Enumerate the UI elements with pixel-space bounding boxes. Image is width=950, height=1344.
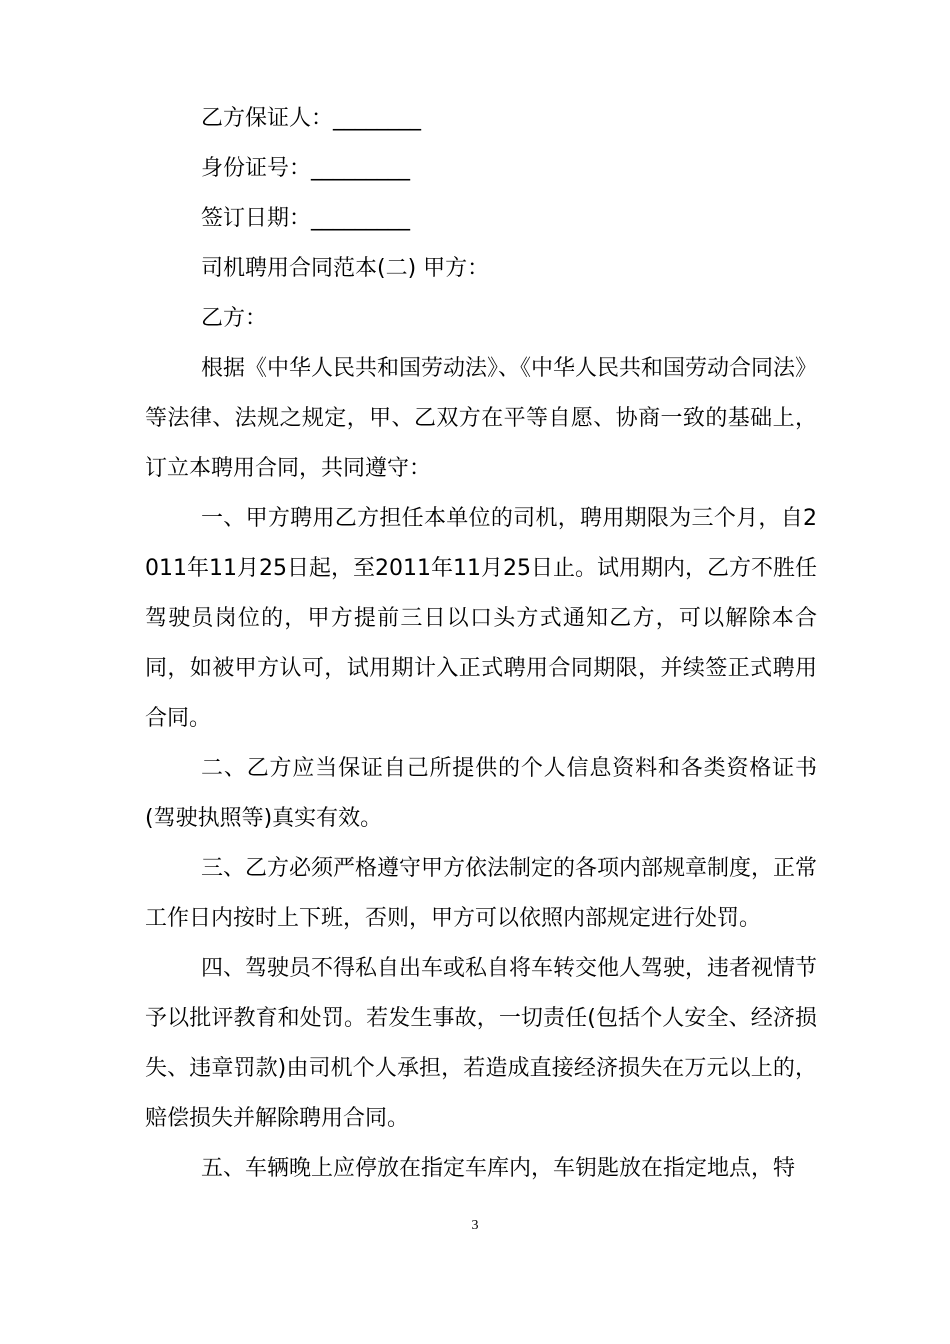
id-number-field: 身份证号：_________ (201, 156, 411, 181)
document-body (145, 94, 817, 1194)
guarantor-field: 乙方保证人：________ (201, 106, 422, 131)
clause-4-paragraph: 四、驾驶员不得私自出车或私自将车转交他人驾驶，违者视情节予以批评教育和处罚。若发生事故，一切责任(包括个人安全、经济损失、违章罚款)由司机个人承担，若造成直接经济损失在万元以上的，赔偿损失并解除聘用合同。 (145, 956, 818, 1131)
page-number: 3 (471, 1218, 479, 1233)
preamble-paragraph: 根据《中华人民共和国劳动法》、《中华人民共和国劳动合同法》等法律、法规之规定，甲、乙双方在平等自愿、协商一致的基础上，订立本聘用合同，共同遵守： (145, 356, 818, 481)
clause-5-paragraph: 五、车辆晚上应停放在指定车库内，车钥匙放在指定地点，特 (201, 1156, 796, 1181)
party-b-field: 乙方： (201, 306, 268, 331)
clause-2-paragraph: 二、乙方应当保证自己所提供的个人信息资料和各类资格证书(驾驶执照等)真实有效。 (145, 756, 817, 831)
clause-1-paragraph: 一、甲方聘用乙方担任本单位的司机，聘用期限为三个月，自2011年11月25日起，至2011年11月25日止。试用期内，乙方不胜任驾驶员岗位的，甲方提前三日以口头方式通知乙方，可以解除本合同，如被甲方认可，试用期计入正式聘用合同期限，并续签正式聘用合同。 (145, 506, 817, 731)
signing-date-field: 签订日期：_________ (201, 206, 411, 231)
clause-3-paragraph: 三、乙方必须严格遵守甲方依法制定的各项内部规章制度，正常工作日内按时上下班，否则，甲方可以依照内部规定进行处罚。 (145, 856, 818, 931)
contract-title-party-a: 司机聘用合同范本(二) 甲方： (201, 256, 490, 281)
